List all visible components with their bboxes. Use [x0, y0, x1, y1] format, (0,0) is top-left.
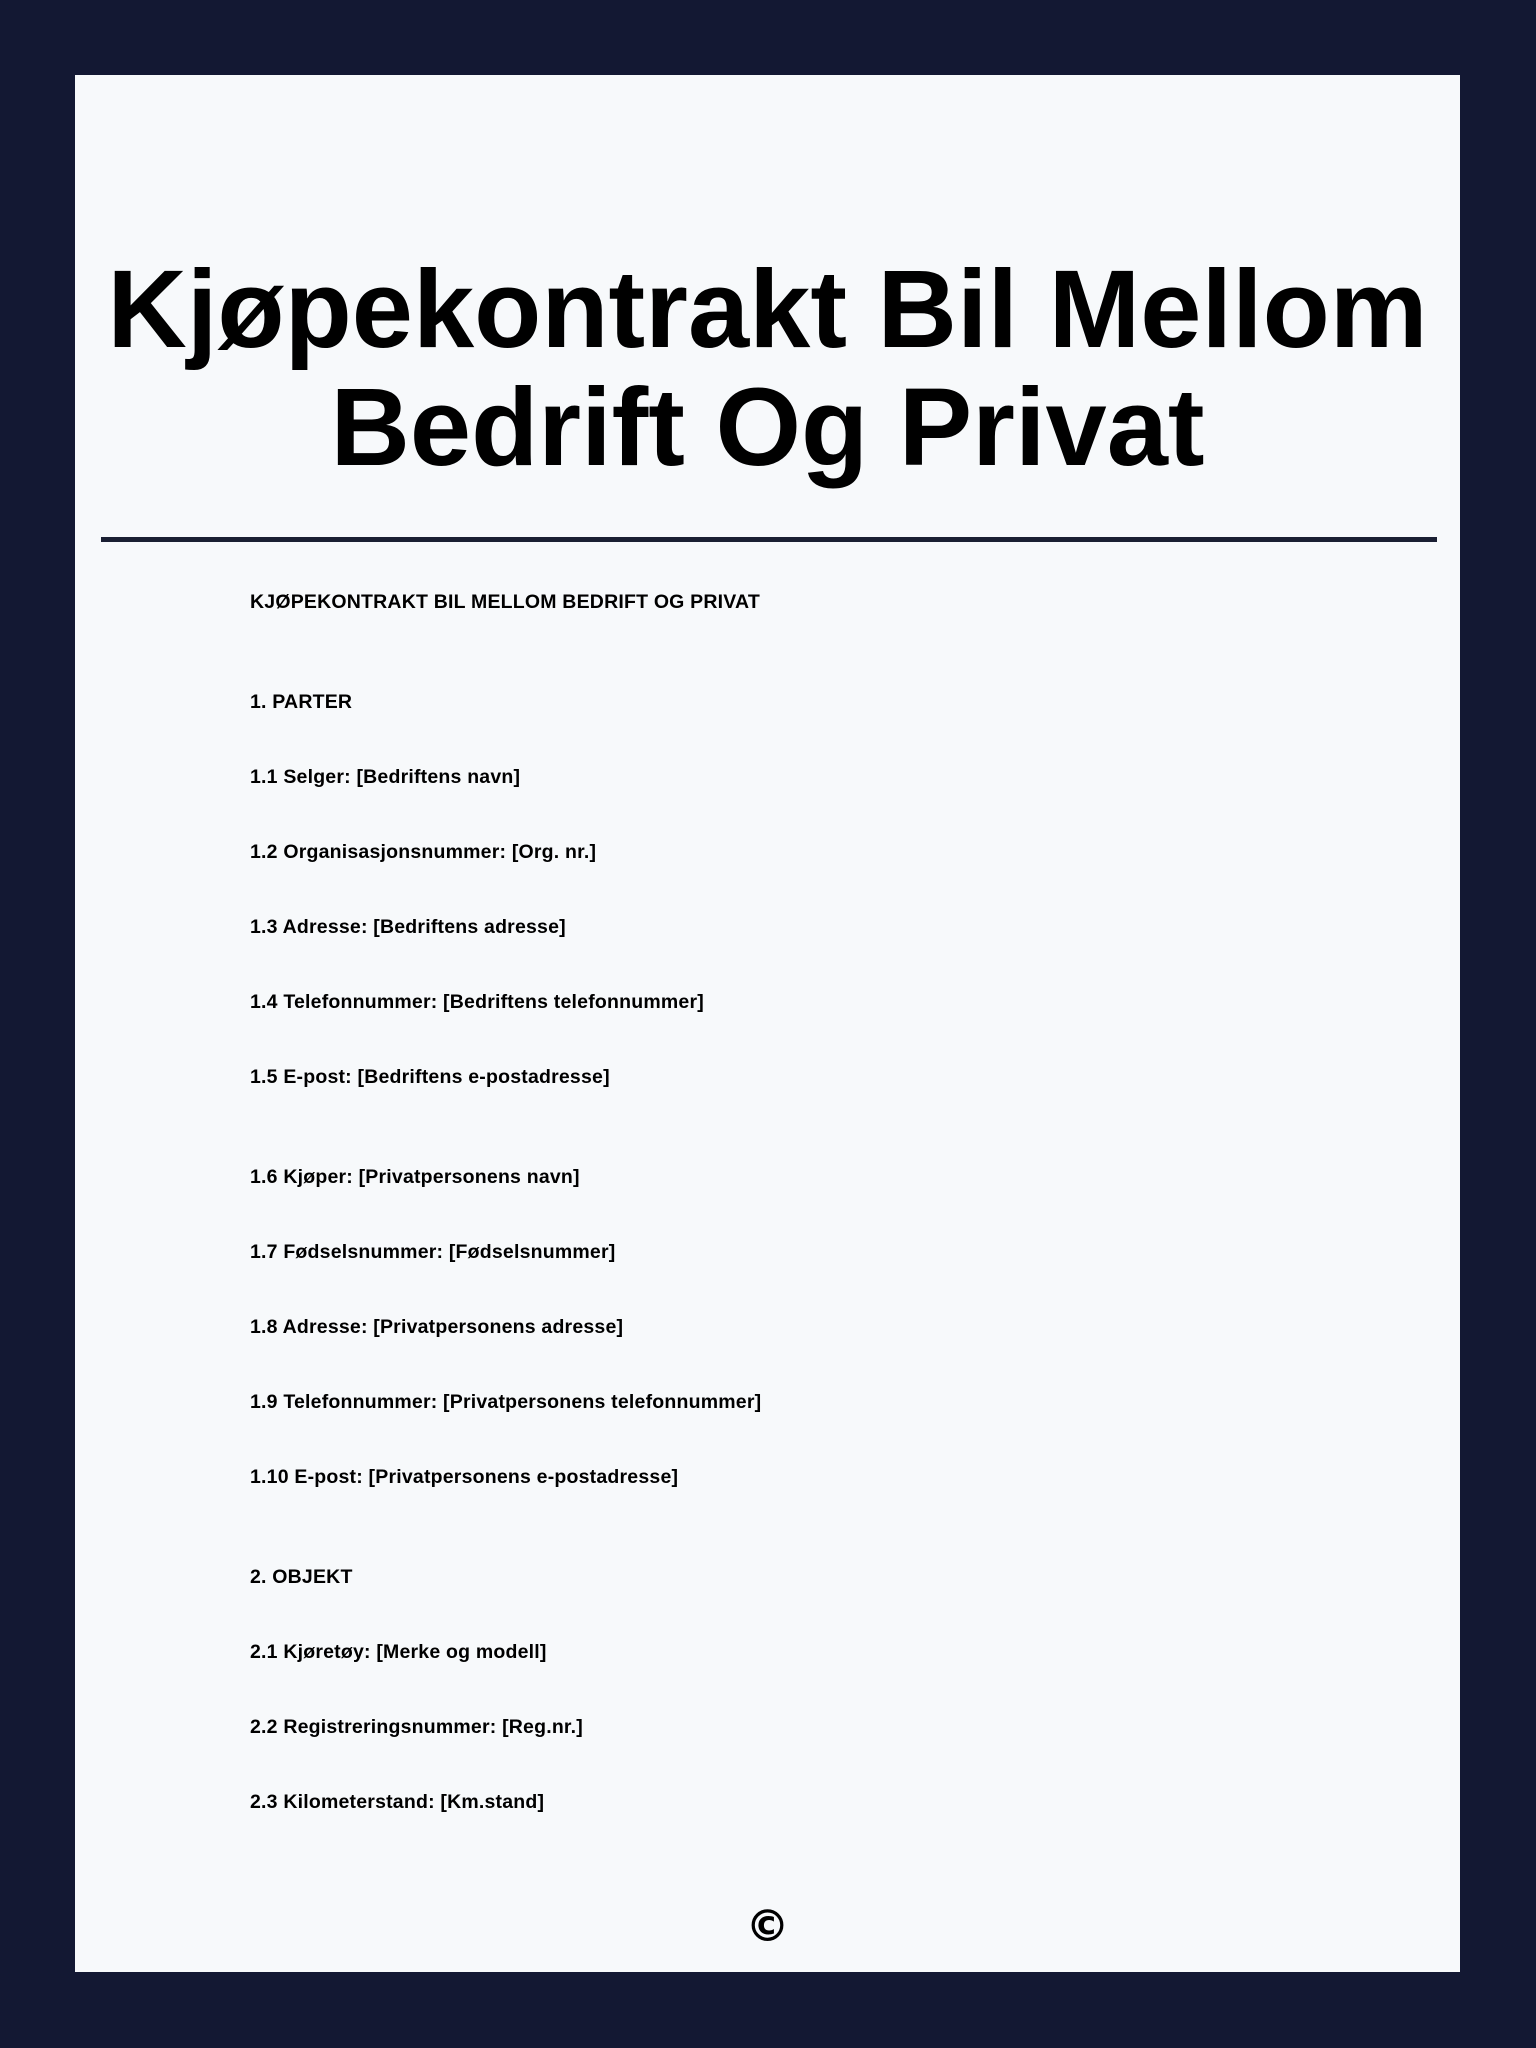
- contract-heading: KJØPEKONTRAKT BIL MELLOM BEDRIFT OG PRIVAT: [250, 591, 760, 613]
- clause-1-8: 1.8 Adresse: [Privatpersonens adresse]: [250, 1316, 624, 1338]
- clause-1-3: 1.3 Adresse: [Bedriftens adresse]: [250, 916, 566, 938]
- clause-2-3: 2.3 Kilometerstand: [Km.stand]: [250, 1791, 545, 1813]
- clause-1-9: 1.9 Telefonnummer: [Privatpersonens telefonnummer]: [250, 1391, 762, 1413]
- clause-1-7: 1.7 Fødselsnummer: [Fødselsnummer]: [250, 1241, 616, 1263]
- copyright-symbol: ©: [745, 1901, 790, 1952]
- document-page: [75, 75, 1460, 1972]
- clause-1-6: 1.6 Kjøper: [Privatpersonens navn]: [250, 1166, 580, 1188]
- clause-2-1: 2.1 Kjøretøy: [Merke og modell]: [250, 1641, 547, 1663]
- clause-1-2: 1.2 Organisasjonsnummer: [Org. nr.]: [250, 841, 597, 863]
- clause-1-10: 1.10 E-post: [Privatpersonens e-postadresse]: [250, 1466, 679, 1488]
- document-title: Kjøpekontrakt Bil Mellom Bedrift Og Privat: [107, 248, 1428, 489]
- title-divider: [101, 537, 1437, 542]
- section-heading-objekt: 2. OBJEKT: [250, 1566, 353, 1588]
- section-heading-parter: 1. PARTER: [250, 691, 353, 713]
- clause-2-2: 2.2 Registreringsnummer: [Reg.nr.]: [250, 1716, 583, 1738]
- clause-1-4: 1.4 Telefonnummer: [Bedriftens telefonnummer]: [250, 991, 704, 1013]
- clause-1-5: 1.5 E-post: [Bedriftens e-postadresse]: [250, 1066, 610, 1088]
- clause-1-1: 1.1 Selger: [Bedriftens navn]: [250, 766, 521, 788]
